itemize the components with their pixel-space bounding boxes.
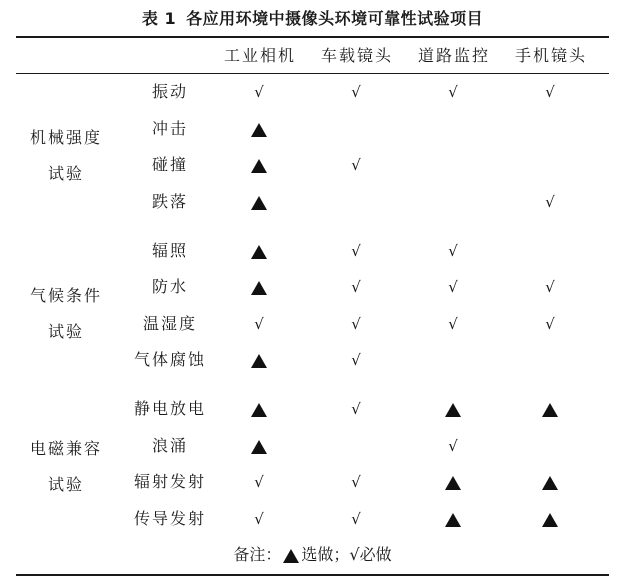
triangle-icon xyxy=(445,476,461,490)
column-header-road-monitoring: 道路监控 xyxy=(417,46,490,65)
note-prefix: 备注： xyxy=(233,545,282,564)
row-item-label: 振动 xyxy=(151,82,188,101)
triangle-icon xyxy=(542,476,558,490)
triangle-icon xyxy=(530,472,570,492)
check-icon: √ xyxy=(545,278,555,296)
triangle-icon xyxy=(239,399,279,419)
check-icon: √ xyxy=(351,473,361,491)
header-rule xyxy=(16,73,609,74)
group-label-line: 试验 xyxy=(47,322,84,341)
triangle-icon xyxy=(433,509,473,529)
triangle-icon xyxy=(542,403,558,417)
group-label-climatic xyxy=(16,278,116,350)
triangle-icon xyxy=(239,192,279,212)
check-icon: √ xyxy=(545,193,555,211)
check-icon: √ xyxy=(448,437,458,455)
group-label-line: 电磁兼容 xyxy=(29,439,102,458)
check-icon: √ xyxy=(349,545,360,564)
row-item-label: 辐射发射 xyxy=(133,472,206,491)
row-item-label: 辐照 xyxy=(151,241,188,260)
check-icon: √ xyxy=(351,400,361,418)
note-required-text: 必做 xyxy=(359,545,392,564)
group-label-line: 试验 xyxy=(47,475,84,494)
table-note xyxy=(0,545,625,565)
table-title: 各应用环境中摄像头环境可靠性试验项目 xyxy=(186,9,484,28)
triangle-icon xyxy=(239,350,279,370)
bottom-rule xyxy=(16,574,609,576)
triangle-icon xyxy=(251,354,267,368)
row-item-label: 气体腐蚀 xyxy=(133,350,206,369)
triangle-icon xyxy=(239,436,279,456)
triangle-icon xyxy=(283,549,299,563)
column-header-phone-lens: 手机镜头 xyxy=(514,46,587,65)
group-label-line: 试验 xyxy=(47,164,84,183)
check-icon: √ xyxy=(254,83,264,101)
check-icon: √ xyxy=(351,242,361,260)
check-icon: √ xyxy=(448,242,458,260)
triangle-icon xyxy=(530,509,570,529)
check-icon: √ xyxy=(351,510,361,528)
triangle-icon xyxy=(251,159,267,173)
triangle-icon xyxy=(445,513,461,527)
check-icon: √ xyxy=(254,473,264,491)
check-icon: √ xyxy=(448,83,458,101)
row-item-label: 碰撞 xyxy=(151,155,188,174)
triangle-icon xyxy=(251,440,267,454)
check-icon: √ xyxy=(254,510,264,528)
note-optional-text: 选做； xyxy=(301,545,350,564)
check-icon: √ xyxy=(545,83,555,101)
row-item-label: 跌落 xyxy=(151,192,188,211)
group-label-line: 机械强度 xyxy=(29,128,102,147)
check-icon: √ xyxy=(254,315,264,333)
check-icon: √ xyxy=(545,315,555,333)
triangle-icon xyxy=(239,277,279,297)
check-icon: √ xyxy=(351,351,361,369)
group-label-line: 气候条件 xyxy=(29,286,102,305)
table-number: 表 1 xyxy=(141,9,177,28)
triangle-icon xyxy=(433,472,473,492)
triangle-icon xyxy=(239,241,279,261)
row-item-label: 温湿度 xyxy=(142,314,197,333)
row-item-label: 防水 xyxy=(151,277,188,296)
group-label-mechanical xyxy=(16,120,116,192)
triangle-icon xyxy=(251,196,267,210)
column-header-vehicle-lens: 车载镜头 xyxy=(320,46,393,65)
table-caption xyxy=(0,6,625,29)
triangle-icon xyxy=(251,245,267,259)
check-icon: √ xyxy=(351,315,361,333)
triangle-icon xyxy=(433,399,473,419)
triangle-icon xyxy=(239,119,279,139)
top-rule xyxy=(16,36,609,38)
row-item-label: 静电放电 xyxy=(133,399,206,418)
row-item-label: 传导发射 xyxy=(133,509,206,528)
row-item-label: 浪涌 xyxy=(151,436,188,455)
row-item-label: 冲击 xyxy=(151,119,188,138)
triangle-icon xyxy=(239,155,279,175)
triangle-icon xyxy=(251,403,267,417)
check-icon: √ xyxy=(351,156,361,174)
check-icon: √ xyxy=(351,278,361,296)
triangle-icon xyxy=(251,123,267,137)
check-icon: √ xyxy=(448,278,458,296)
triangle-icon xyxy=(542,513,558,527)
group-label-emc xyxy=(16,431,116,503)
column-header-industrial-camera: 工业相机 xyxy=(223,46,296,65)
check-icon: √ xyxy=(448,315,458,333)
triangle-icon xyxy=(530,399,570,419)
check-icon: √ xyxy=(351,83,361,101)
triangle-icon xyxy=(251,281,267,295)
triangle-icon xyxy=(445,403,461,417)
